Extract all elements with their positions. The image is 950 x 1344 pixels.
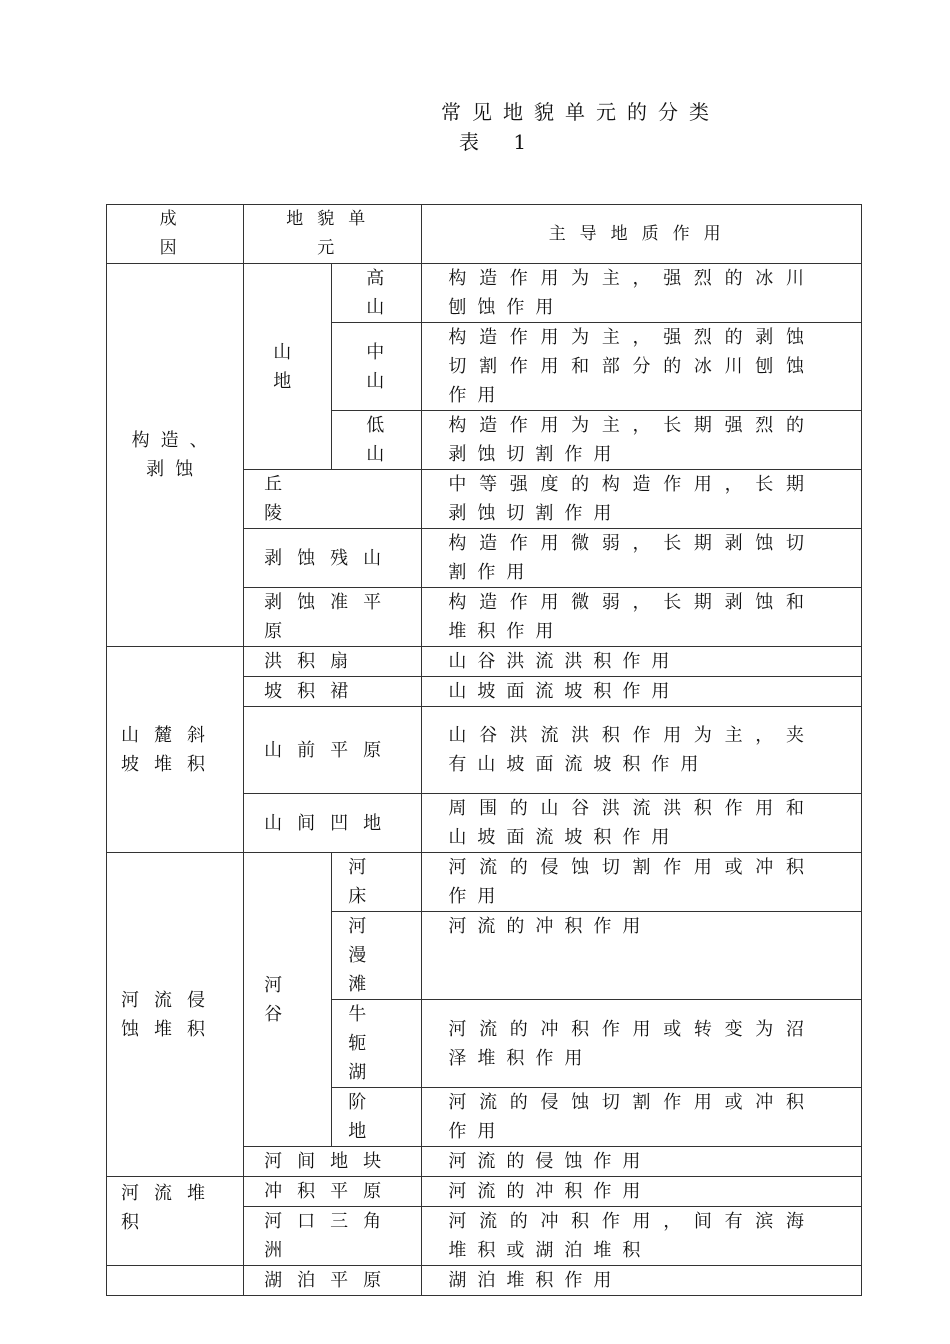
unit-cell: 剥蚀残山 — [244, 529, 422, 588]
table-row — [107, 1177, 862, 1207]
cause-cell: 构造、剥蚀 — [107, 264, 244, 647]
process-cell: 构造作用为主，长期强烈的剥蚀切割作用 — [422, 411, 862, 470]
unit-cell: 山地 — [244, 264, 332, 470]
header-unit: 地貌单元 — [244, 205, 422, 264]
subunit-cell: 阶地 — [332, 1088, 422, 1147]
process-cell: 构造作用微弱，长期剥蚀切割作用 — [422, 529, 862, 588]
unit-cell: 河谷 — [244, 853, 332, 1147]
process-cell: 周围的山谷洪流洪积作用和山坡面流坡积作用 — [422, 794, 862, 853]
process-cell: 河流的冲积作用，间有滨海堆积或湖泊堆积 — [422, 1207, 862, 1266]
unit-cell: 河间地块 — [244, 1147, 422, 1177]
table-number: 表 1 — [459, 130, 541, 154]
subunit-cell: 牛轭湖 — [332, 1000, 422, 1088]
process-cell: 构造作用为主，强烈的剥蚀切割作用和部分的冰川刨蚀作用 — [422, 323, 862, 411]
cause-cell: 河流堆积 — [107, 1177, 244, 1266]
table-row — [107, 1266, 862, 1296]
unit-cell: 洪积扇 — [244, 647, 422, 677]
subunit-cell: 中山 — [332, 323, 422, 411]
process-cell: 构造作用微弱，长期剥蚀和堆积作用 — [422, 588, 862, 647]
process-cell: 河流的冲积作用 — [422, 912, 862, 1000]
process-cell: 河流的侵蚀切割作用或冲积作用 — [422, 1088, 862, 1147]
header-process: 主导地质作用 — [422, 205, 862, 264]
unit-cell: 山间凹地 — [244, 794, 422, 853]
subunit-cell: 河漫滩 — [332, 912, 422, 1000]
subunit-cell: 河床 — [332, 853, 422, 912]
cause-cell: 河流侵蚀堆积 — [107, 853, 244, 1177]
table-row — [107, 647, 862, 677]
landform-table — [106, 204, 862, 1296]
process-cell: 中等强度的构造作用，长期剥蚀切割作用 — [422, 470, 862, 529]
subunit-cell: 高山 — [332, 264, 422, 323]
unit-cell — [244, 470, 422, 529]
header-cause: 成因 — [107, 205, 244, 264]
cause-cell — [107, 1266, 244, 1296]
process-cell: 构造作用为主，强烈的冰川刨蚀作用 — [422, 264, 862, 323]
unit-cell: 山前平原 — [244, 707, 422, 794]
unit-cell: 河口三角洲 — [244, 1207, 422, 1266]
unit-label: 丘陵 — [264, 474, 371, 524]
table-row — [107, 264, 862, 323]
process-cell: 河流的侵蚀作用 — [422, 1147, 862, 1177]
document-title: 常见地貌单元的分类 — [441, 100, 720, 124]
process-cell: 山谷洪流洪积作用 — [422, 647, 862, 677]
cause-cell: 山麓斜坡堆积 — [107, 647, 244, 853]
table-row — [107, 853, 862, 912]
unit-cell: 冲积平原 — [244, 1177, 422, 1207]
header-row — [107, 205, 862, 264]
process-cell: 湖泊堆积作用 — [422, 1266, 862, 1296]
process-cell: 河流的侵蚀切割作用或冲积作用 — [422, 853, 862, 912]
unit-cell: 坡积裙 — [244, 677, 422, 707]
unit-cell: 剥蚀准平原 — [244, 588, 422, 647]
process-cell: 河流的冲积作用或转变为沼泽堆积作用 — [422, 1000, 862, 1088]
process-cell: 山坡面流坡积作用 — [422, 677, 862, 707]
process-cell: 山谷洪流洪积作用为主，夹有山坡面流坡积作用 — [422, 707, 862, 794]
process-cell: 河流的冲积作用 — [422, 1177, 862, 1207]
unit-cell: 湖泊平原 — [244, 1266, 422, 1296]
subunit-cell: 低山 — [332, 411, 422, 470]
